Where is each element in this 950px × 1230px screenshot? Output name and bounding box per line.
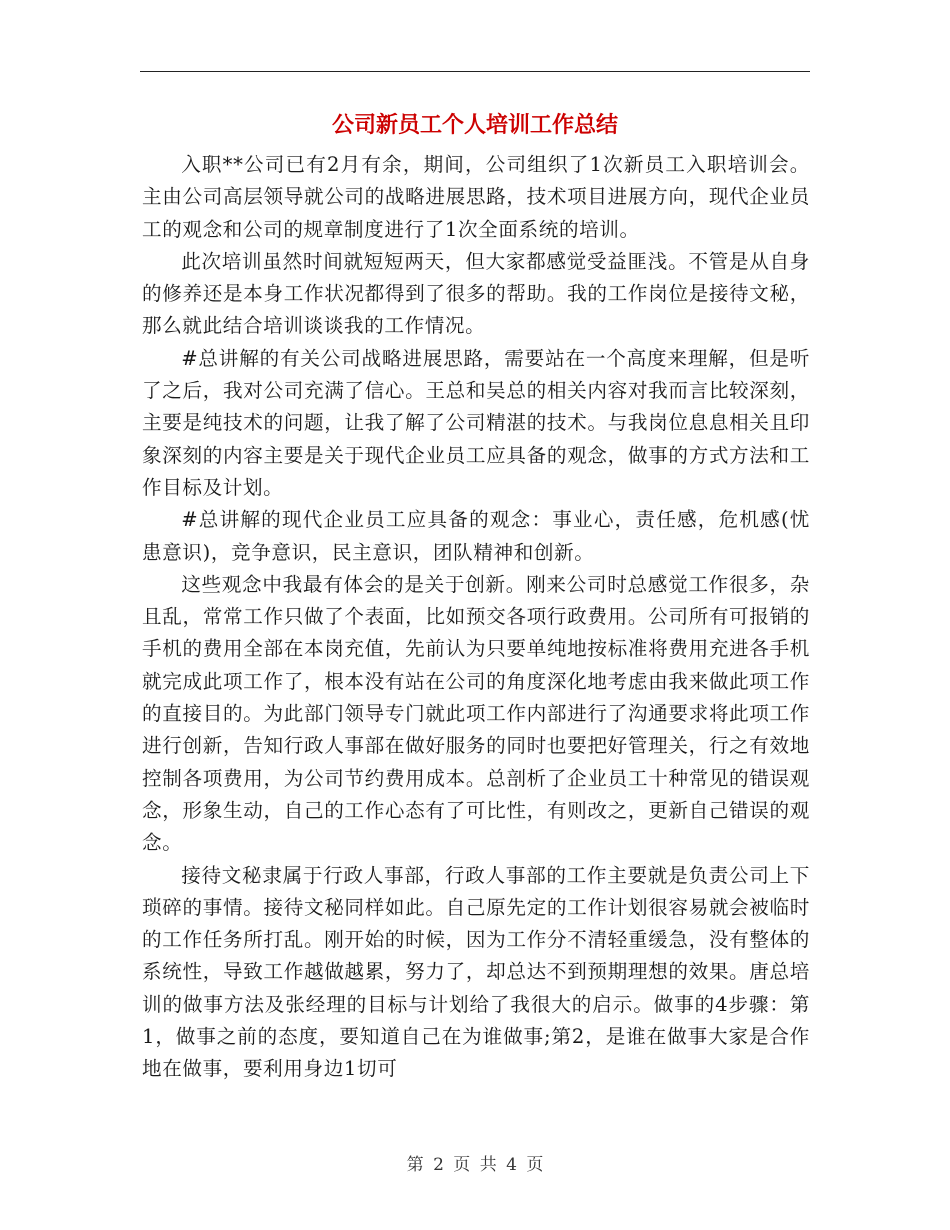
paragraph-6: 接待文秘隶属于行政人事部，行政人事部的工作主要就是负责公司上下琐碎的事情。接待文秘同样如此。自己原先定的工作计划很容易就会被临时的工作任务所打乱。刚开始的时候，因为工作分不清轻重缓急，没有整体的系统性，导致工作越做越累，努力了，却总达不到预期理想的效果。唐总培训的做事方法及张经理的目标与计划给了我很大的启示。做事的4步骤：第1，做事之前的态度，要知道自己在为谁做事;第2，是谁在做事大家是合作地在做事，要利用身边1切可 (142, 863, 810, 1081)
paragraph-1: 入职**公司已有2月有余，期间，公司组织了1次新员工入职培训会。主由公司高层领导就公司的战略进展思路，技术项目进展方向，现代企业员工的观念和公司的规章制度进行了1次全面系统的培训。 (142, 153, 810, 241)
document-body (142, 149, 810, 1086)
paragraph-4: #总讲解的现代企业员工应具备的观念：事业心，责任感，危机感(忧患意识)，竞争意识，民主意识，团队精神和创新。 (142, 508, 810, 564)
page-number-footer: 第 2 页 共 4 页 (406, 1155, 544, 1175)
paragraph-3: #总讲解的有关公司战略进展思路，需要站在一个高度来理解，但是听了之后，我对公司充满了信心。王总和吴总的相关内容对我而言比较深刻，主要是纯技术的问题，让我了解了公司精湛的技术。与我岗位息息相关且印象深刻的内容主要是关于现代企业员工应具备的观念，做事的方式方法和工作目标及计划。 (142, 346, 810, 499)
document-title: 公司新员工个人培训工作总结 (331, 113, 618, 138)
paragraph-5: 这些观念中我最有体会的是关于创新。刚来公司时总感觉工作很多，杂且乱，常常工作只做了个表面，比如预交各项行政费用。公司所有可报销的手机的费用全部在本岗充值，先前认为只要单纯地按标准将费用充进各手机就完成此项工作了，根本没有站在公司的角度深化地考虑由我来做此项工作的直接目的。为此部门领导专门就此项工作内部进行了沟通要求将此项工作进行创新，告知行政人事部在做好服务的同时也要把好管理关，行之有效地控制各项费用，为公司节约费用成本。总剖析了企业员工十种常见的错误观念，形象生动，自己的工作心态有了可比性，有则改之，更新自己错误的观念。 (142, 572, 810, 855)
paragraph-2: 此次培训虽然时间就短短两天，但大家都感觉受益匪浅。不管是从自身的修养还是本身工作状况都得到了很多的帮助。我的工作岗位是接待文秘，那么就此结合培训谈谈我的工作情况。 (142, 249, 810, 338)
header-rule (140, 71, 810, 72)
